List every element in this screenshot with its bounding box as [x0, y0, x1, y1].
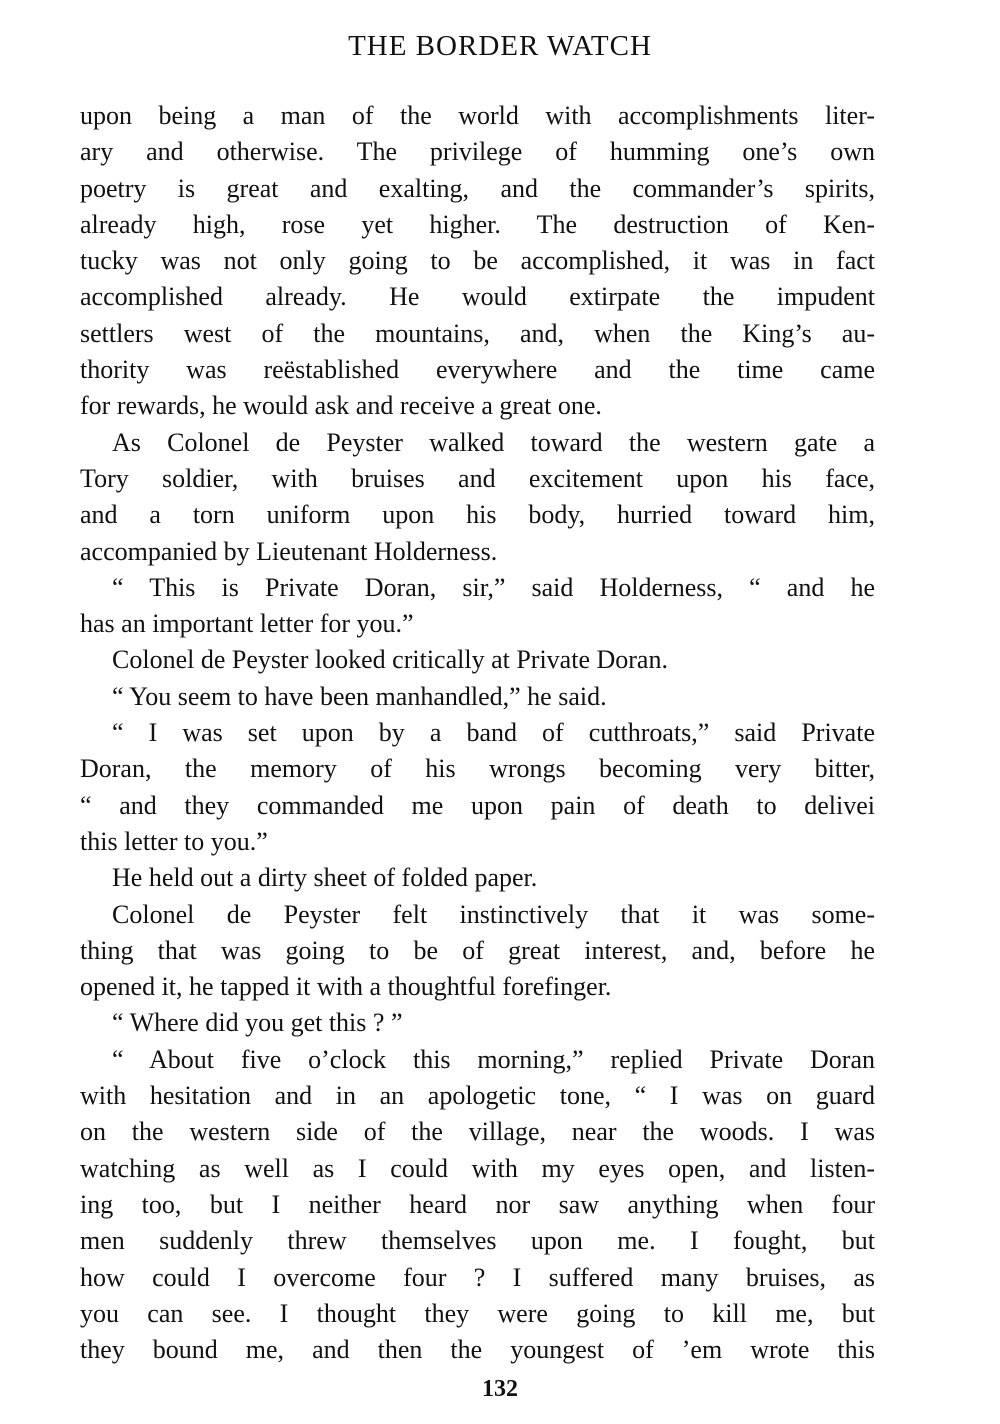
- body-text: [80, 98, 875, 1368]
- text-line: opened it, he tapped it with a thoughtful forefinger.: [80, 972, 612, 1002]
- text-line: how could I overcome four ? I suffered many bruises, as: [80, 1262, 875, 1292]
- text-line: tucky was not only going to be accomplished, it was in fact: [80, 246, 875, 276]
- text-line: thing that was going to be of great interest, and, before he: [80, 935, 875, 965]
- text-line: upon being a man of the world with accomplishments liter-: [80, 101, 875, 130]
- text-line: “ This is Private Doran, sir,” said Holderness, “ and he: [112, 572, 875, 602]
- text-line: He held out a dirty sheet of folded paper.: [112, 863, 538, 893]
- text-line: already high, rose yet higher. The destruction of Ken-: [80, 209, 875, 239]
- text-line: accompanied by Lieutenant Holderness.: [80, 536, 498, 566]
- text-line: “ You seem to have been manhandled,” he said.: [112, 681, 607, 711]
- running-head: THE BORDER WATCH: [348, 30, 652, 62]
- text-line: watching as well as I could with my eyes open, and listen-: [80, 1153, 875, 1183]
- text-line: on the western side of the village, near the woods. I was: [80, 1117, 875, 1147]
- text-line: accomplished already. He would extirpate the impudent: [80, 282, 875, 312]
- text-line: “ Where did you get this ? ”: [112, 1008, 403, 1038]
- text-line: they bound me, and then the youngest of ’em wrote this: [80, 1335, 875, 1365]
- text-line: thority was reëstablished everywhere and the time came: [80, 355, 875, 385]
- text-line: and a torn uniform upon his body, hurried toward him,: [80, 500, 875, 530]
- text-line: Colonel de Peyster looked critically at Private Doran.: [112, 645, 668, 675]
- text-line: “ and they commanded me upon pain of death to delivei: [80, 790, 875, 820]
- text-line: for rewards, he would ask and receive a great one.: [80, 391, 602, 421]
- text-line: As Colonel de Peyster walked toward the western gate a: [112, 427, 875, 457]
- text-line: you can see. I thought they were going to kill me, but: [80, 1298, 875, 1328]
- text-line: Colonel de Peyster felt instinctively that it was some-: [112, 899, 875, 929]
- text-line: this letter to you.”: [80, 826, 268, 856]
- text-line: “ I was set upon by a band of cutthroats,” said Private: [112, 718, 875, 748]
- text-line: “ About five o’clock this morning,” replied Private Doran: [112, 1044, 875, 1074]
- text-line: with hesitation and in an apologetic tone, “ I was on guard: [80, 1081, 875, 1111]
- text-line: ing too, but I neither heard nor saw anything when four: [80, 1189, 875, 1219]
- text-line: Doran, the memory of his wrongs becoming very bitter,: [80, 754, 875, 784]
- page-number: 132: [482, 1376, 518, 1402]
- text-line: has an important letter for you.”: [80, 609, 414, 639]
- text-line: Tory soldier, with bruises and excitement upon his face,: [80, 463, 875, 493]
- text-line: ary and otherwise. The privilege of humming one’s own: [80, 137, 875, 167]
- text-line: men suddenly threw themselves upon me. I fought, but: [80, 1226, 875, 1256]
- text-line: settlers west of the mountains, and, when the King’s au-: [80, 318, 875, 348]
- text-line: poetry is great and exalting, and the commander’s spirits,: [80, 173, 875, 203]
